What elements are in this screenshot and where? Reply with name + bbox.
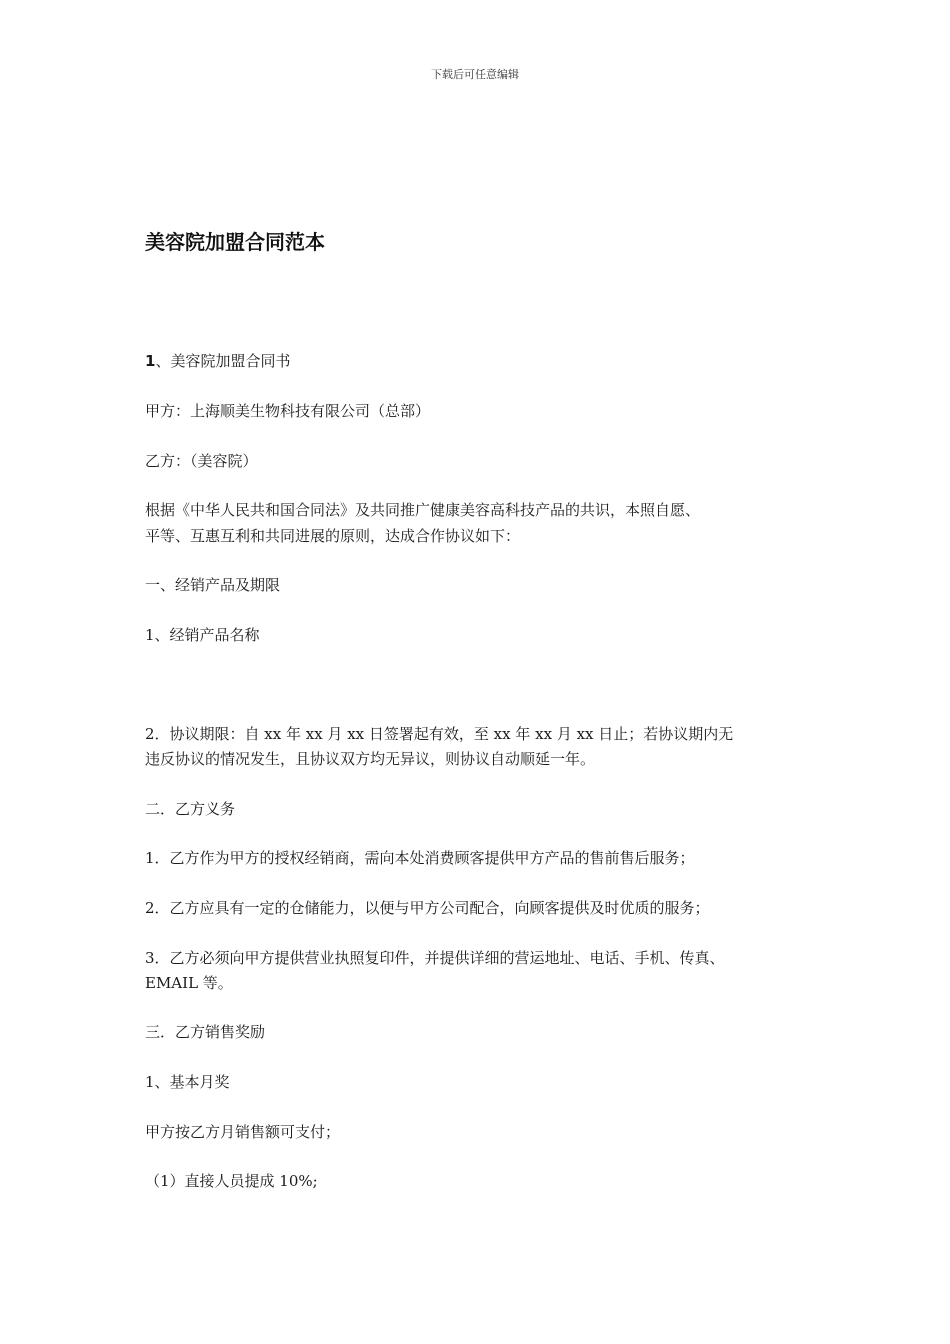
part2-heading: 二．乙方义务 — [145, 800, 236, 818]
part3-heading: 三．乙方销售奖励 — [145, 1023, 266, 1041]
part1-item2-line-1: 2．协议期限：自 xx 年 xx 月 xx 日签署起有效，至 xx 年 xx 月 xx 日止；若协议期内无 — [145, 725, 734, 743]
part3-text-1: 甲方按乙方月销售额可支付； — [145, 1123, 341, 1141]
part1-item1: 1、经销产品名称 — [145, 626, 260, 644]
part1-heading: 一、经销产品及期限 — [145, 576, 281, 594]
part2-item1: 1．乙方作为甲方的授权经销商，需向本处消费顾客提供甲方产品的售前售后服务； — [145, 849, 695, 867]
preamble-line-1: 根据《中华人民共和国合同法》及共同推广健康美容高科技产品的共识，本照自愿、 — [145, 501, 701, 519]
section-number: 1 — [145, 352, 156, 370]
part2-item2: 2．乙方应具有一定的仓储能力，以便与甲方公司配合，向顾客提供及时优质的服务； — [145, 899, 710, 917]
section-heading — [145, 349, 825, 373]
page-header-note: 下载后可任意编辑 — [431, 68, 519, 81]
part3-text-2: （1）直接人员提成 10%; — [145, 1172, 318, 1190]
party-b: 乙方：（美容院） — [145, 452, 258, 470]
document-title: 美容院加盟合同范本 — [145, 230, 325, 254]
section-heading-text: 、美容院加盟合同书 — [155, 352, 291, 370]
party-a: 甲方：上海顺美生物科技有限公司（总部） — [145, 402, 431, 420]
part1-item2-line-2: 违反协议的情况发生，且协议双方均无异议，则协议自动顺延一年。 — [145, 750, 596, 768]
part2-item3-line-1: 3．乙方必须向甲方提供营业执照复印件，并提供详细的营运地址、电话、手机、传真、 — [145, 949, 725, 967]
part3-item1: 1、基本月奖 — [145, 1073, 230, 1091]
preamble-line-2: 平等、互惠互利和共同进展的原则，达成合作协议如下： — [145, 527, 521, 545]
part2-item3-line-2: EMAIL 等。 — [145, 974, 233, 992]
